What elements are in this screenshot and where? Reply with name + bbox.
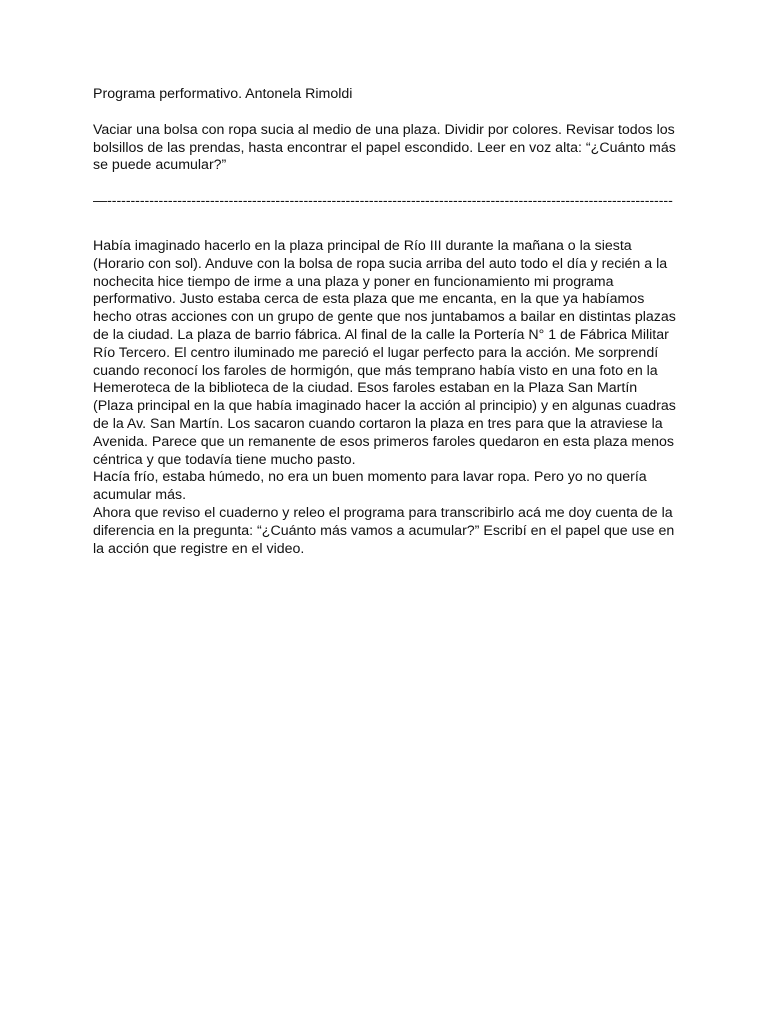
section-divider: —-------------------------------------------------------------------------------------------------------------------------: [93, 193, 673, 210]
program-instructions: Vaciar una bolsa con ropa sucia al medio de una plaza. Dividir por colores. Revisar todos los bolsillos de las prendas, hasta encontrar el papel escondido. Leer en voz alta: “¿Cuánto más se puede acumular?”: [93, 121, 676, 174]
document-title: Programa performativo. Antonela Rimoldi: [93, 86, 353, 102]
body-paragraph-2: Hacía frío, estaba húmedo, no era un buen momento para lavar ropa. Pero yo no quería acumular más.: [93, 469, 647, 504]
body-paragraph-3: Ahora que reviso el cuaderno y releo el programa para transcribirlo acá me doy cuenta de la diferencia en la pregunta: “¿Cuánto más vamos a acumular?” Escribí en el papel que use en la acción que registre en el video.: [93, 504, 675, 557]
body-paragraph-1: Había imaginado hacerlo en la plaza principal de Río III durante la mañana o la siesta (Horario con sol). Anduve con la bolsa de ropa sucia arriba del auto todo el día y recién a la nochecita hice tiempo de irme a una plaza y poner en funcionamiento mi programa performativo. Justo estaba cerca de esta plaza que me encanta, en la que ya habíamos hecho otras acciones con un grupo de gente que nos juntabamos a bailar en distintas plazas de la ciudad. La plaza de barrio fábrica. Al final de la calle la Portería N° 1 de Fábrica Militar Río Tercero. El centro iluminado me pareció el lugar perfecto para la acción. Me sorprendí cuando reconocí los faroles de hormigón, que más temprano había visto en una foto en la Hemeroteca de la biblioteca de la ciudad. Esos faroles estaban en la Plaza San Martín (Plaza principal en la que había imaginado hacer la acción al principio) y en algunas cuadras de la Av. San Martín. Los sacaron cuando cortaron la plaza en tres para que la atraviese la Avenida. Parece que un remanente de esos primeros faroles quedaron en esta plaza menos céntrica y que todavía tiene mucho pasto.: [93, 237, 676, 468]
document-page: [93, 86, 678, 558]
